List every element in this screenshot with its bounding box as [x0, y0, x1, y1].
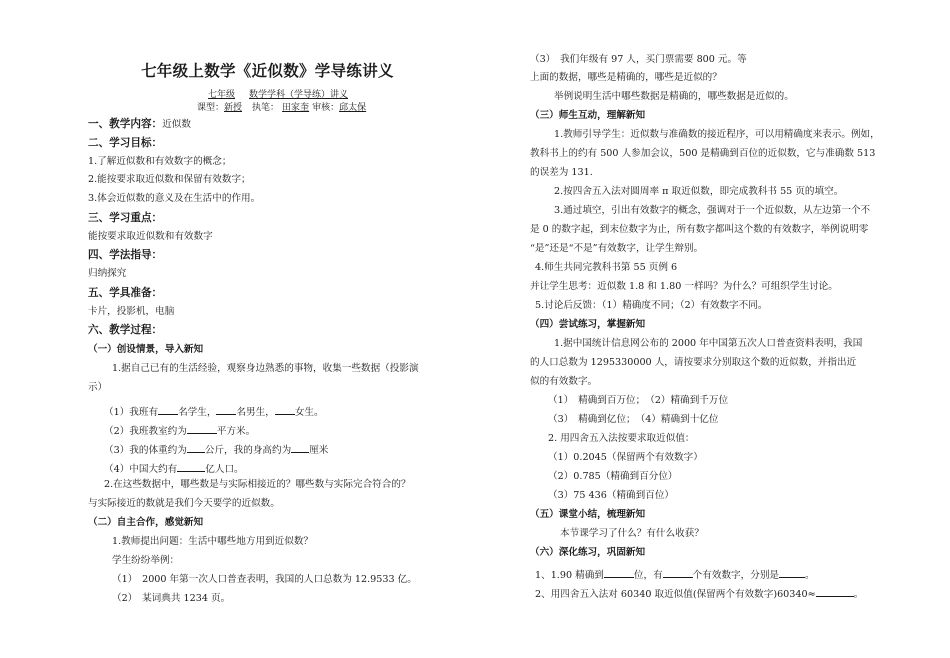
body-line: 1.据中国统计信息网公布的 2000 年中国第五次人口普查资料表明，我国	[554, 338, 863, 349]
body-line: 5.讨论后反馈：（1）精确度不同；（2）有效数字不同。	[535, 300, 768, 311]
fill-blank[interactable]	[816, 586, 854, 597]
body-line: “是”还是“不是”有效数字，让学生辩别。	[530, 243, 704, 254]
grade: 七年级	[208, 90, 236, 100]
body-line: （1） 精确到百万位； （2）精确到千万位	[548, 395, 729, 406]
fill-blank[interactable]	[275, 404, 295, 415]
part2-line: （1） 2000 年第一次人口普查表明，我国的人口总数为 12.9533 亿。	[112, 574, 417, 585]
body-line: 举例说明生活中哪些数据是精确的，哪些数据是近似的。	[554, 91, 794, 102]
part4-heading: （四）尝试练习，掌握新知	[530, 319, 646, 330]
body-line: 似的有效数字。	[530, 376, 598, 387]
reviewer-label: 审核：	[312, 103, 340, 113]
exercise-line-1: 1、1.90 精确到 位，有 个有效数字，分别是 。	[535, 567, 815, 581]
part1-line: 示）	[88, 382, 108, 393]
blank-line-2: （2）我班教室约为 平方米。	[104, 423, 255, 437]
fill-blank[interactable]	[187, 442, 205, 453]
body-line: 4.师生共同完教科书第 55 页例 6	[535, 262, 678, 273]
fill-blank[interactable]	[158, 404, 178, 415]
section-tools: 五、学具准备：	[88, 287, 163, 299]
course-type: 新授	[224, 103, 243, 113]
body-line: （2）0.785（精确到百分位）	[548, 471, 678, 482]
section-teaching-process: 六、教学过程：	[88, 324, 163, 336]
key-points-text: 能按要求取近似数和有效数字	[88, 231, 213, 242]
fill-blank[interactable]	[663, 567, 693, 578]
body-line: （1）0.2045（保留两个有效数字）	[548, 452, 703, 463]
part2-line: 学生纷纷举例：	[112, 555, 180, 566]
tools-text: 卡片，投影机，电脑	[88, 306, 175, 317]
goal-item: 2.能按要求取近似数和保留有效数字；	[88, 174, 251, 185]
section-heading: 一、教学内容：	[88, 118, 163, 130]
reviewer: 邱太保	[339, 103, 367, 113]
section-value: 近似数	[162, 119, 191, 130]
body-line: 教科书上的约有 500 人参加会议，500 是精确到百位的近似数，它与准确数 513	[530, 148, 876, 159]
body-line: 1.教师引导学生：近似数与准确数的接近程序，可以用精确度来表示。例如，	[554, 129, 880, 140]
right-column	[475, 0, 950, 658]
body-line: （3） 精确到亿位； （4）精确到十亿位	[548, 414, 719, 425]
body-line: 的人口总数为 1295330000 人，请按要求分别取这个数的近似数，并指出近	[530, 357, 857, 368]
body-line: 2.按四舍五入法对圆周率 π 取近似数，即完成教科书 55 页的填空。	[554, 186, 844, 197]
part1-question: 2.在这些数据中，哪些数是与实际相接近的？哪些数与实际完合符合的？	[104, 479, 411, 490]
part6-heading: （六）深化练习，巩固新知	[530, 547, 646, 558]
section-teaching-content	[88, 119, 191, 130]
section-learning-goals: 二、学习目标：	[88, 137, 163, 149]
fill-blank[interactable]	[177, 461, 205, 472]
part1-heading: （一）创设情景，导入新知	[88, 344, 204, 355]
part2-heading: （二）自主合作，感觉新知	[88, 517, 204, 528]
body-line: 2. 用四舍五入法按要求取近似值：	[548, 433, 695, 444]
fill-blank[interactable]	[216, 404, 236, 415]
meta-line-1	[208, 91, 348, 100]
body-line: 本节课学习了什么？有什么收获？	[560, 528, 704, 539]
part2-line: （2） 某词典共 1234 页。	[112, 593, 231, 604]
blank-line-4: （4）中国大约有 亿人口。	[104, 461, 244, 475]
part1-conclusion: 与实际接近的数就是我们今天要学的近似数。	[88, 498, 280, 509]
fill-blank[interactable]	[604, 567, 634, 578]
part3-heading: （三）师生互动，理解新知	[530, 110, 646, 121]
goal-item: 3.体会近似数的意义及在生活中的作用。	[88, 193, 261, 204]
course-type-label: 课型：	[197, 103, 225, 113]
part5-heading: （五）课堂小结，梳理新知	[530, 509, 646, 520]
fill-blank[interactable]	[291, 442, 309, 453]
part1-line: 1.据自己已有的生活经验，观察身边熟悉的事物，收集一些数据（投影演	[112, 363, 419, 374]
section-method-guide: 四、学法指导：	[88, 249, 163, 261]
fill-blank[interactable]	[779, 567, 805, 578]
author: 田家奎	[282, 103, 310, 113]
body-line: 并让学生思考：近似数 1.8 和 1.80 一样吗？为什么？可组织学生讨论。	[530, 281, 838, 292]
fill-blank[interactable]	[187, 423, 217, 434]
exercise-line-2: 2、用四舍五入法对 60340 取近似值(保留两个有效数字)60340≈ 。	[535, 586, 863, 600]
document-title: 七年级上数学《近似数》学导练讲义	[141, 62, 394, 80]
body-line: （3） 我们年级有 97 人，买门票需要 800 元。等	[530, 54, 747, 65]
method-guide-text: 归纳探究	[88, 268, 127, 279]
subject: 数学学科（学导练）讲义	[249, 90, 349, 100]
author-label: 执笔：	[252, 103, 280, 113]
blank-line-3: （3）我的体重约为 公斤，我的身高约为 厘米	[104, 442, 328, 456]
body-line: 的误差为 131.	[530, 167, 593, 178]
body-line: 3.通过填空，引出有效数字的概念，强调对于一个近似数，从左边第一个不	[554, 205, 871, 216]
section-key-points: 三、学习重点：	[88, 212, 163, 224]
blank-line-1: （1）我班有 名学生， 名男生， 女生。	[104, 404, 324, 418]
meta-line-2	[197, 104, 366, 113]
goal-item: 1.了解近似数和有效数字的概念；	[88, 156, 232, 167]
body-line: 是 0 的数字起，到末位数字为止，所有数字都叫这个数的有效数字，举例说明零	[530, 224, 869, 235]
body-line: （3）75 436（精确到百位）	[548, 490, 675, 501]
part2-line: 1.教师提出问题：生活中哪些地方用到近似数？	[112, 536, 314, 547]
body-line: 上面的数据，哪些是精确的，哪些是近似的？	[530, 72, 722, 83]
